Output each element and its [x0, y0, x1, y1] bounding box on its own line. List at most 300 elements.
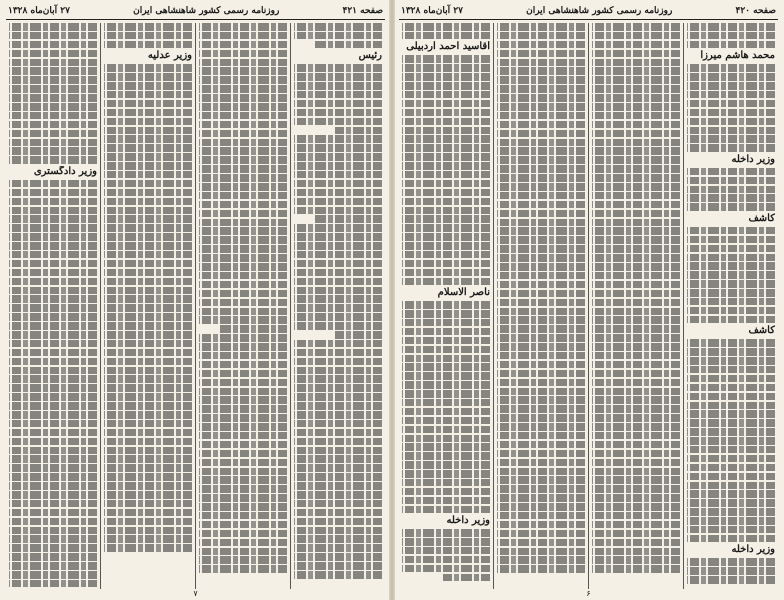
- text-line: [687, 203, 775, 211]
- text-line: [9, 147, 97, 155]
- text-line: [199, 121, 287, 129]
- text-line: [592, 459, 680, 467]
- text-line: [402, 337, 490, 345]
- text-line: [294, 295, 382, 303]
- right-col1-heading-a: محمد هاشم میرزا: [700, 50, 775, 62]
- text-line: [497, 485, 585, 493]
- text-line: [592, 263, 680, 271]
- text-line: [687, 517, 775, 525]
- text-line: [402, 23, 490, 31]
- text-line: [592, 227, 680, 235]
- text-line: [402, 372, 490, 380]
- text-line: [199, 192, 287, 200]
- text-line: [9, 562, 97, 570]
- text-line: [497, 432, 585, 440]
- text-line: [402, 64, 490, 72]
- right-page-title: روزنامه رسمی کشور شاهنشاهی ایران: [526, 6, 673, 16]
- text-line: [402, 118, 490, 126]
- text-line: [402, 529, 490, 537]
- text-line: [104, 464, 192, 472]
- text-line: [9, 482, 97, 490]
- text-line: [402, 363, 490, 371]
- text-line: [687, 339, 775, 347]
- text-line: [199, 174, 287, 182]
- text-line: [199, 361, 287, 369]
- text-line: [497, 245, 585, 253]
- text-line: [497, 441, 585, 449]
- text-line: [687, 357, 775, 365]
- text-line: [104, 153, 192, 161]
- text-line: [294, 482, 382, 490]
- text-line: [199, 281, 287, 289]
- text-line: [199, 130, 287, 138]
- text-line: [687, 307, 775, 315]
- text-line: [104, 171, 192, 179]
- text-line: [294, 109, 382, 117]
- text-line: [402, 215, 490, 223]
- text-line: [592, 23, 680, 31]
- text-line: [104, 295, 192, 303]
- text-line: [294, 100, 382, 108]
- text-line: [402, 417, 490, 425]
- text-line: [592, 245, 680, 253]
- text-line: [199, 316, 287, 324]
- text-line: [402, 399, 490, 407]
- text-line: [294, 135, 382, 143]
- text-line: [104, 482, 192, 490]
- text-line: [592, 343, 680, 351]
- right-col1-heading-e: وزیر داخله: [731, 544, 775, 556]
- text-line: [294, 287, 382, 295]
- text-line: [294, 402, 382, 410]
- text-line: [294, 571, 382, 579]
- text-line: [104, 455, 192, 463]
- text-line: [497, 521, 585, 529]
- text-line: [9, 269, 97, 277]
- text-line: [294, 375, 382, 383]
- text-line: [313, 215, 382, 223]
- text-line: [199, 50, 287, 58]
- text-line: [294, 198, 382, 206]
- text-line: [104, 242, 192, 250]
- text-line: [104, 41, 192, 49]
- text-line: [592, 512, 680, 520]
- right-page-number-label: صفحه ۴۲۰: [735, 6, 776, 16]
- text-line: [9, 438, 97, 446]
- text-line: [402, 32, 490, 40]
- text-line: [592, 219, 680, 227]
- text-line: [497, 130, 585, 138]
- text-line: [592, 76, 680, 84]
- text-line: [9, 411, 97, 419]
- text-line: [687, 254, 775, 262]
- text-line: [294, 189, 382, 197]
- text-line: [104, 384, 192, 392]
- text-line: [199, 388, 287, 396]
- text-line: [497, 219, 585, 227]
- text-line: [687, 375, 775, 383]
- left-col3-heading: وزیر عدلیه: [147, 50, 192, 62]
- text-line: [497, 530, 585, 538]
- text-line: [294, 251, 382, 259]
- text-line: [294, 118, 382, 126]
- text-line: [497, 565, 585, 573]
- text-line: [402, 310, 490, 318]
- text-line: [9, 59, 97, 67]
- text-line: [199, 254, 287, 262]
- text-line: [687, 366, 775, 374]
- text-line: [199, 503, 287, 511]
- text-line: [104, 207, 192, 215]
- text-line: [199, 210, 287, 218]
- text-line: [592, 325, 680, 333]
- text-line: [199, 396, 287, 404]
- text-line: [294, 455, 382, 463]
- text-line: [687, 437, 775, 445]
- text-line: [687, 419, 775, 427]
- text-line: [497, 396, 585, 404]
- text-line: [687, 410, 775, 418]
- text-line: [687, 100, 775, 108]
- text-line: [104, 91, 192, 99]
- text-line: [9, 535, 97, 543]
- text-line: [402, 73, 490, 81]
- text-line: [199, 450, 287, 458]
- text-line: [199, 512, 287, 520]
- text-line: [592, 388, 680, 396]
- text-line: [497, 539, 585, 547]
- text-line: [9, 85, 97, 93]
- text-line: [9, 491, 97, 499]
- left-col1-heading: رئیس: [358, 50, 382, 62]
- text-line: [104, 375, 192, 383]
- text-line: [592, 308, 680, 316]
- text-line: [199, 370, 287, 378]
- text-line: [497, 263, 585, 271]
- text-line: [592, 370, 680, 378]
- text-line: [104, 251, 192, 259]
- text-line: [104, 304, 192, 312]
- text-line: [294, 313, 382, 321]
- left-page-number-label: صفحه ۴۲۱: [342, 6, 383, 16]
- text-line: [497, 556, 585, 564]
- text-line: [9, 384, 97, 392]
- text-line: [592, 334, 680, 342]
- text-line: [294, 23, 382, 31]
- text-line: [199, 227, 287, 235]
- text-line: [9, 340, 97, 348]
- text-line: [687, 41, 775, 49]
- text-line: [402, 506, 490, 514]
- text-line: [442, 574, 490, 582]
- text-line: [104, 491, 192, 499]
- text-line: [294, 411, 382, 419]
- text-line: [199, 521, 287, 529]
- text-line: [104, 23, 192, 31]
- text-line: [497, 147, 585, 155]
- text-line: [402, 538, 490, 546]
- text-line: [497, 41, 585, 49]
- text-line: [592, 130, 680, 138]
- text-line: [104, 331, 192, 339]
- text-line: [9, 251, 97, 259]
- text-line: [199, 76, 287, 84]
- text-line: [687, 227, 775, 235]
- text-line: [104, 278, 192, 286]
- text-line: [104, 180, 192, 188]
- text-line: [199, 423, 287, 431]
- text-line: [592, 565, 680, 573]
- text-line: [497, 548, 585, 556]
- text-line: [497, 183, 585, 191]
- right-page-columns: [399, 23, 778, 589]
- text-line: [687, 82, 775, 90]
- text-line: [199, 548, 287, 556]
- text-line: [199, 156, 287, 164]
- right-page-footer-number: ۶: [586, 589, 591, 598]
- right-col1-heading-b: وزیر داخله: [731, 153, 775, 165]
- text-line: [497, 174, 585, 182]
- text-line: [294, 349, 382, 357]
- text-line: [497, 316, 585, 324]
- text-line: [294, 544, 382, 552]
- text-line: [497, 343, 585, 351]
- text-line: [9, 94, 97, 102]
- right-page-date: ۲۷ آبان‌ماه ۱۳۲۸: [401, 6, 463, 16]
- text-line: [402, 100, 490, 108]
- text-line: [592, 236, 680, 244]
- text-line: [9, 23, 97, 31]
- text-line: [687, 567, 775, 575]
- text-line: [592, 174, 680, 182]
- text-line: [9, 76, 97, 84]
- text-line: [497, 103, 585, 111]
- text-line: [592, 94, 680, 102]
- text-line: [497, 459, 585, 467]
- text-line: [104, 189, 192, 197]
- text-line: [104, 224, 192, 232]
- text-line: [497, 512, 585, 520]
- text-line: [592, 121, 680, 129]
- text-line: [199, 530, 287, 538]
- text-line: [199, 290, 287, 298]
- text-line: [294, 527, 382, 535]
- text-line: [199, 565, 287, 573]
- right-col4-heading-a: آقاسید احمد اردبیلی: [406, 41, 490, 53]
- text-line: [402, 162, 490, 170]
- text-line: [104, 509, 192, 517]
- text-line: [687, 446, 775, 454]
- text-line: [104, 64, 192, 72]
- text-line: [687, 316, 775, 324]
- left-page-title: روزنامه رسمی کشور شاهنشاهی ایران: [133, 6, 280, 16]
- text-line: [9, 527, 97, 535]
- text-line: [104, 135, 192, 143]
- text-line: [687, 262, 775, 270]
- text-line: [199, 556, 287, 564]
- text-line: [497, 299, 585, 307]
- text-line: [104, 349, 192, 357]
- text-line: [592, 476, 680, 484]
- text-line: [402, 207, 490, 215]
- text-line: [402, 82, 490, 90]
- text-line: [402, 565, 490, 573]
- text-line: [199, 165, 287, 173]
- text-line: [592, 379, 680, 387]
- text-line: [104, 287, 192, 295]
- text-line: [9, 189, 97, 197]
- text-line: [687, 384, 775, 392]
- text-line: [592, 103, 680, 111]
- text-line: [687, 298, 775, 306]
- text-line: [592, 503, 680, 511]
- text-line: [294, 260, 382, 268]
- text-line: [9, 50, 97, 58]
- text-line: [592, 432, 680, 440]
- text-line: [592, 67, 680, 75]
- text-line: [497, 281, 585, 289]
- text-line: [9, 349, 97, 357]
- text-line: [687, 455, 775, 463]
- text-line: [9, 156, 97, 164]
- text-line: [199, 245, 287, 253]
- text-line: [9, 198, 97, 206]
- text-line: [592, 548, 680, 556]
- text-line: [402, 470, 490, 478]
- text-line: [199, 459, 287, 467]
- text-line: [402, 547, 490, 555]
- text-line: [199, 485, 287, 493]
- text-line: [199, 236, 287, 244]
- text-line: [9, 313, 97, 321]
- text-line: [199, 41, 287, 49]
- text-line: [497, 32, 585, 40]
- right-page: [392, 0, 784, 600]
- text-line: [592, 441, 680, 449]
- text-line: [104, 420, 192, 428]
- text-line: [9, 509, 97, 517]
- text-line: [294, 535, 382, 543]
- text-line: [402, 260, 490, 268]
- text-line: [402, 224, 490, 232]
- text-line: [592, 281, 680, 289]
- text-line: [9, 233, 97, 241]
- text-line: [687, 23, 775, 31]
- text-line: [104, 215, 192, 223]
- text-line: [104, 198, 192, 206]
- text-line: [104, 535, 192, 543]
- text-line: [497, 494, 585, 502]
- text-line: [592, 485, 680, 493]
- text-line: [199, 263, 287, 271]
- text-line: [199, 414, 287, 422]
- text-line: [402, 488, 490, 496]
- right-column-4: [399, 23, 494, 589]
- text-line: [592, 272, 680, 280]
- text-line: [199, 539, 287, 547]
- text-line: [497, 272, 585, 280]
- text-line: [9, 420, 97, 428]
- text-line: [497, 210, 585, 218]
- text-line: [104, 527, 192, 535]
- text-line: [592, 85, 680, 93]
- text-line: [497, 450, 585, 458]
- text-line: [592, 112, 680, 120]
- text-line: [104, 473, 192, 481]
- text-line: [294, 224, 382, 232]
- text-line: [104, 73, 192, 81]
- text-line: [592, 539, 680, 547]
- text-line: [9, 260, 97, 268]
- text-line: [402, 346, 490, 354]
- text-line: [294, 438, 382, 446]
- text-line: [687, 402, 775, 410]
- text-line: [497, 165, 585, 173]
- text-line: [9, 553, 97, 561]
- left-page-header: [6, 4, 385, 20]
- left-column-2: [196, 23, 291, 589]
- right-column-3: [494, 23, 589, 589]
- text-line: [294, 269, 382, 277]
- text-line: [9, 455, 97, 463]
- text-line: [687, 535, 775, 543]
- text-line: [104, 127, 192, 135]
- text-line: [592, 139, 680, 147]
- text-line: [402, 242, 490, 250]
- text-line: [199, 219, 287, 227]
- text-line: [402, 435, 490, 443]
- text-line: [402, 328, 490, 336]
- text-line: [592, 210, 680, 218]
- text-line: [687, 64, 775, 72]
- text-line: [294, 32, 382, 40]
- text-line: [402, 355, 490, 363]
- text-line: [687, 144, 775, 152]
- text-line: [402, 381, 490, 389]
- text-line: [592, 147, 680, 155]
- right-column-1: [684, 23, 778, 589]
- text-line: [402, 198, 490, 206]
- text-line: [402, 153, 490, 161]
- text-line: [687, 526, 775, 534]
- text-line: [9, 304, 97, 312]
- right-col1-heading-d: کاشف: [748, 325, 775, 337]
- text-line: [497, 201, 585, 209]
- text-line: [199, 343, 287, 351]
- text-line: [199, 183, 287, 191]
- text-line: [9, 447, 97, 455]
- text-line: [199, 334, 287, 342]
- text-line: [402, 443, 490, 451]
- text-line: [402, 479, 490, 487]
- text-line: [402, 171, 490, 179]
- text-line: [687, 245, 775, 253]
- text-line: [294, 322, 382, 330]
- text-line: [402, 408, 490, 416]
- text-line: [294, 64, 382, 72]
- text-line: [497, 94, 585, 102]
- text-line: [9, 41, 97, 49]
- text-line: [199, 139, 287, 147]
- text-line: [497, 308, 585, 316]
- text-line: [199, 272, 287, 280]
- text-line: [294, 91, 382, 99]
- text-line: [199, 103, 287, 111]
- text-line: [687, 482, 775, 490]
- text-line: [402, 269, 490, 277]
- text-line: [104, 260, 192, 268]
- text-line: [199, 308, 287, 316]
